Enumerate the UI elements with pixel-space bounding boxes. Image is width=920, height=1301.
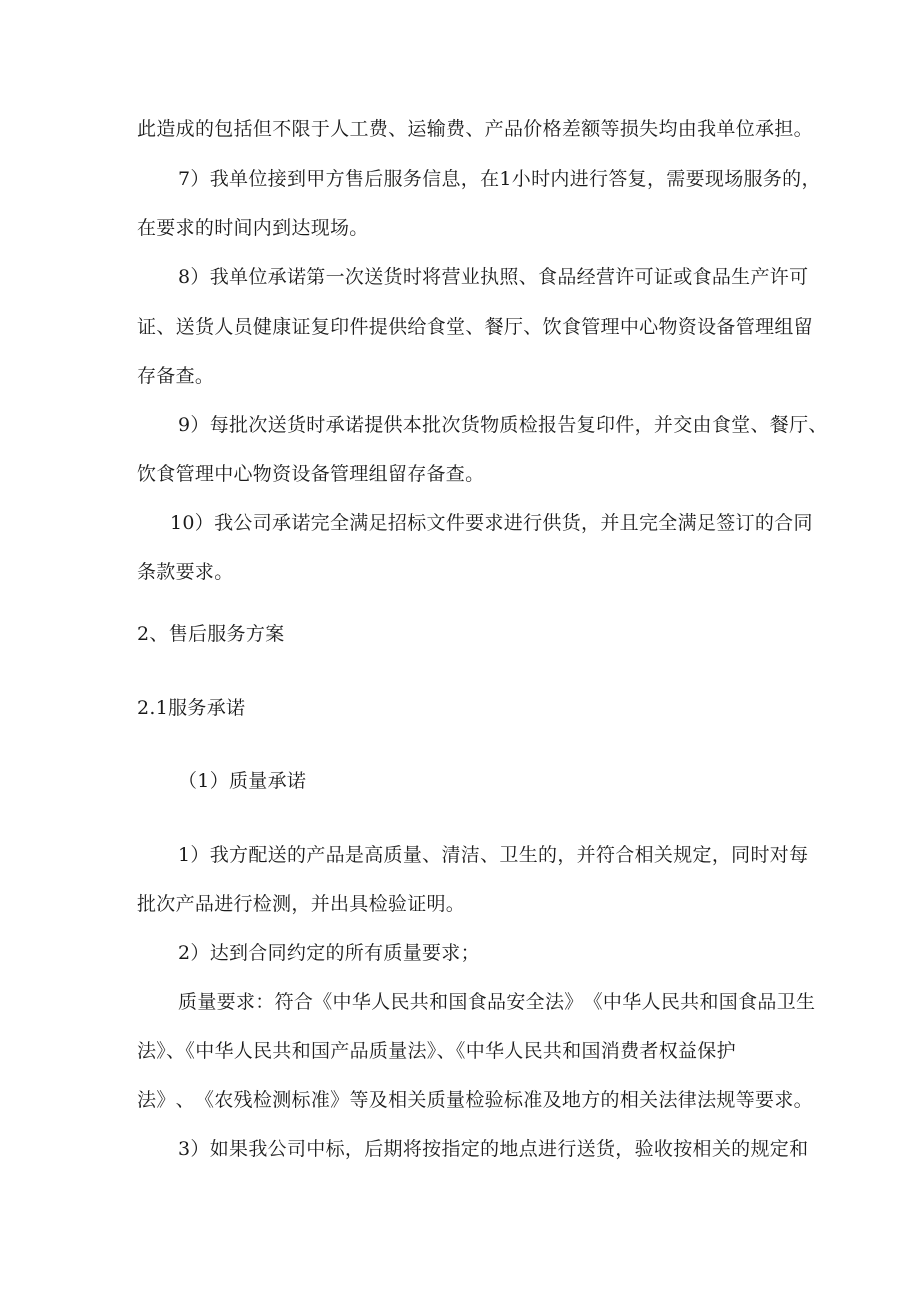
paragraph-line: 批次产品进行检测，并出具检验证明。 — [137, 893, 466, 915]
paragraph-line: 法》、《中华人民共和国产品质量法》、《中华人民共和国消费者权益保护 — [137, 1040, 736, 1062]
paragraph-line: 3 ） 如 果 我 公 司 中 标 ， 后 期 将 按 指 定 的 地 点 进 行 送 货 ， 验 收 按 相 关 的 规 定 和 — [178, 1138, 809, 1160]
paragraph-line: 此 造 成 的 包 括 但 不 限 于 人 工 费 、 运 输 费 、 产 品 价 格 差 额 等 损 失 均 由 我 单 位 承 担 。 — [137, 118, 813, 140]
paragraph-line: 饮食管理中心物资设备管理组留存备查。 — [137, 463, 485, 485]
paragraph-line: 7 ） 我 单 位 接 到 甲 方 售 后 服 务 信 息 ， 在 1 小 时 内 进 行 答 复 ， 需 要 现 场 服 务 的 ， — [178, 168, 821, 190]
section-heading: 2、售后服务方案 — [137, 623, 285, 645]
paragraph-line: 证 、 送 货 人 员 健 康 证 复 印 件 提 供 给 食 堂 、 餐 厅 、 饮 食 管 理 中 心 物 资 设 备 管 理 组 留 — [137, 316, 813, 338]
paragraph-line: 存备查。 — [137, 365, 215, 387]
paragraph-line: 8 ） 我 单 位 承 诺 第 一 次 送 货 时 将 营 业 执 照 、 食 品 经 营 许 可 证 或 食 品 生 产 许 可 — [178, 266, 809, 288]
paragraph-line: 1 0 ） 我 公 司 承 诺 完 全 满 足 招 标 文 件 要 求 进 行 供 货 ， 并 且 完 全 满 足 签 订 的 合 同 — [170, 512, 813, 534]
paragraph-line: 2）达到合同约定的所有质量要求； — [178, 942, 480, 964]
paragraph-line: 1 ） 我 方 配 送 的 产 品 是 高 质 量 、 清 洁 、 卫 生 的 ， 并 符 合 相 关 规 定 ， 同 时 对 每 — [178, 844, 809, 866]
paragraph-line: 条款要求。 — [137, 561, 234, 583]
paragraph-line: 质 量 要 求 ： 符 合 《 中 华 人 民 共 和 国 食 品 安 全 法 》 《 中 华 人 民 共 和 国 食 品 卫 生 — [178, 991, 816, 1013]
paragraph-line: 9 ） 每 批 次 送 货 时 承 诺 提 供 本 批 次 货 物 质 检 报 告 复 印 件 ， 并 交 由 食 堂 、 餐 厅 、 — [178, 414, 828, 436]
paragraph-line: 在要求的时间内到达现场。 — [137, 217, 369, 239]
subsection-item-heading: （1）质量承诺 — [178, 770, 307, 792]
subsection-heading: 2.1服务承诺 — [137, 697, 246, 719]
paragraph-line: 法 》 、 《 农 残 检 测 标 准 》 等 及 相 关 质 量 检 验 标 准 及 地 方 的 相 关 法 律 法 规 等 要 求 。 — [137, 1089, 813, 1111]
